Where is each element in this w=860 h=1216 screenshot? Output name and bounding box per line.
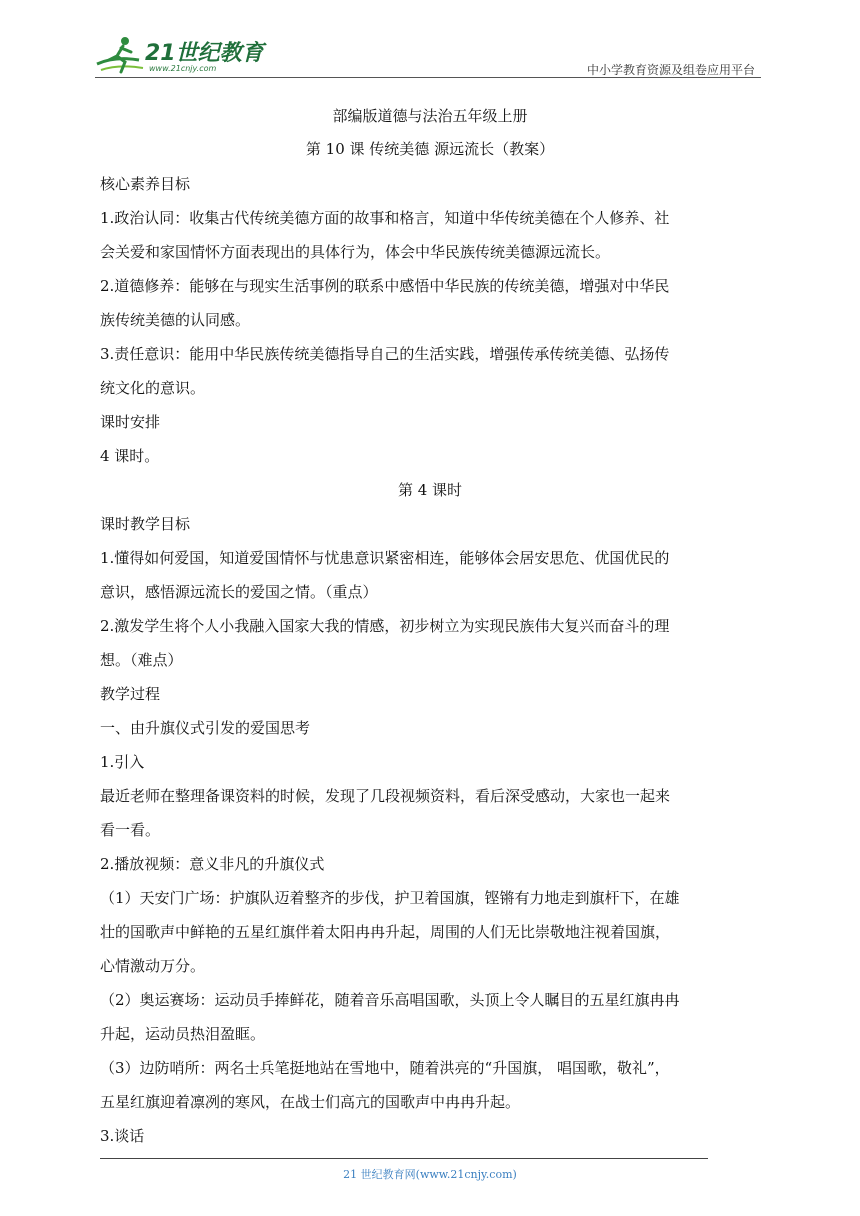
footer-divider: [100, 1158, 708, 1159]
text-line: 想。（难点）: [100, 651, 183, 669]
text-line: 会关爱和家国情怀方面表现出的具体行为，体会中华民族传统美德源远流长。: [100, 243, 611, 261]
lesson-title: 第 4 课时: [397, 481, 463, 499]
text-line: 课时教学目标: [100, 515, 191, 533]
text-line: 1.懂得如何爱国，知道爱国情怀与忧患意识紧密相连，能够体会居安思危、优国优民的: [100, 549, 670, 567]
text-line: 一、由升旗仪式引发的爱国思考: [100, 719, 311, 737]
doc-subtitle: 第 10 课 传统美德 源远流长（教案）: [305, 140, 555, 158]
text-line: 3.谈话: [100, 1127, 145, 1145]
text-line: 课时安排: [100, 413, 161, 431]
text-line: 4 课时。: [100, 447, 160, 465]
logo-url: www.21cnjy.com: [149, 64, 217, 73]
text-line: 1.政治认同：收集古代传统美德方面的故事和格言，知道中华传统美德在个人修养、社: [100, 209, 670, 227]
text-line: 升起，运动员热泪盈眶。: [100, 1025, 266, 1043]
text-line: 1.引入: [100, 753, 145, 771]
text-line: 2.激发学生将个人小我融入国家大我的情感，初步树立为实现民族伟大复兴而奋斗的理: [100, 617, 670, 635]
text-line: 核心素养目标: [100, 175, 191, 193]
site-logo: [95, 34, 265, 78]
text-line: 五星红旗迎着凛冽的寒风，在战士们高亢的国歌声中冉冉升起。: [100, 1093, 521, 1111]
text-line: 意识，感悟源远流长的爱国之情。（重点）: [100, 583, 378, 601]
text-line: 2.播放视频：意义非凡的升旗仪式: [100, 855, 325, 873]
text-line: 壮的国歌声中鲜艳的五星红旗伴着太阳冉冉升起，周围的人们无比崇敬地注视着国旗，: [100, 923, 671, 941]
runner-icon: [95, 34, 151, 78]
text-line: 族传统美德的认同感。: [100, 311, 251, 329]
doc-title: 部编版道德与法治五年级上册: [332, 107, 528, 125]
page-header: [95, 28, 761, 78]
text-line: 最近老师在整理备课资料的时候，发现了几段视频资料，看后深受感动，大家也一起来: [100, 787, 671, 805]
platform-label: 中小学教育资源及组卷应用平台: [586, 63, 755, 77]
text-line: （2）奥运赛场：运动员手捧鲜花，随着音乐高唱国歌，头顶上令人瞩目的五星红旗冉冉: [100, 991, 680, 1009]
text-line: 统文化的意识。: [100, 379, 206, 397]
logo-text: 21世纪教育: [145, 41, 264, 66]
text-line: 2.道德修养：能够在与现实生活事例的联系中感悟中华民族的传统美德，增强对中华民: [100, 277, 670, 295]
text-line: （1）天安门广场：护旗队迈着整齐的步伐，护卫着国旗，铿锵有力地走到旗杆下，在雄: [100, 889, 680, 907]
text-line: 心情激动万分。: [100, 957, 206, 975]
text-line: 教学过程: [100, 685, 161, 703]
footer-text: 21 世纪教育网(www.21cnjy.com): [343, 1168, 517, 1181]
text-line: 看一看。: [100, 821, 161, 839]
header-divider: [95, 77, 761, 78]
text-line: 3.责任意识：能用中华民族传统美德指导自己的生活实践，增强传承传统美德、弘扬传: [100, 345, 670, 363]
text-line: （3）边防哨所：两名士兵笔挺地站在雪地中，随着洪亮的“升国旗， 唱国歌，敬礼”，: [100, 1059, 670, 1077]
